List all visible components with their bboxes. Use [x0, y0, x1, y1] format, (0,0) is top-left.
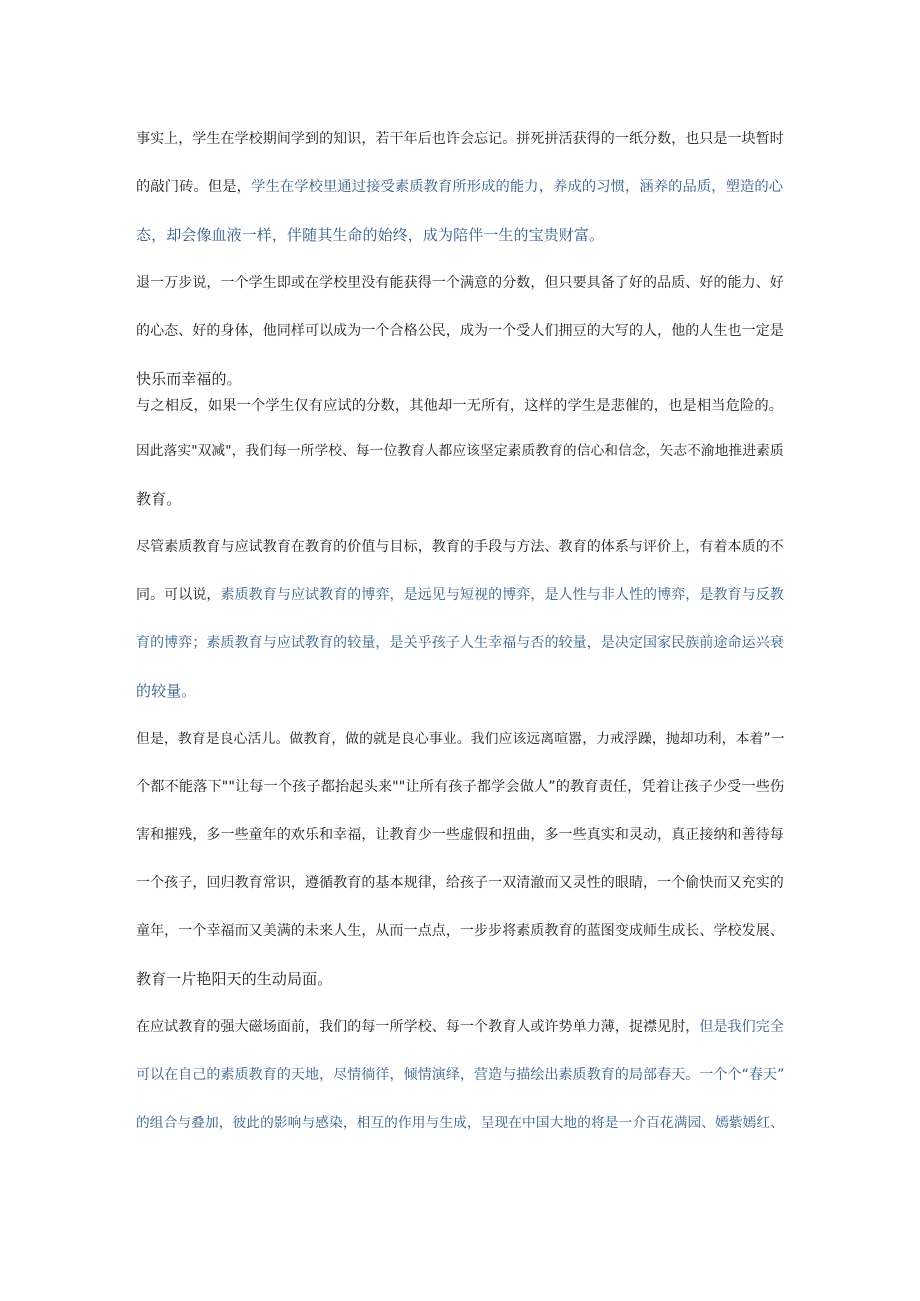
body-text: 的心态、好的身体，他同样可以成为一个合格公民，成为一个受人们拥豆的大写的人，他的人生也一定是 — [136, 323, 784, 339]
paragraph-line — [136, 825, 784, 845]
highlighted-text: 素质教育与应试教育的博弈，是远见与短视的博弈，是人性与非人性的博弈，是教育与反教 — [220, 587, 784, 603]
body-text: 快乐而幸福的。 — [136, 370, 242, 388]
body-text: 在应试教育的强大磁场面前，我们的每一所学校、每一个教育人或许势单力薄，捉襟见肘， — [136, 1019, 700, 1035]
paragraph-line — [136, 921, 784, 941]
paragraph-line — [136, 129, 784, 149]
paragraph-line — [136, 1017, 784, 1037]
body-text: 尽管素质教育与应试教育在教育的价值与目标，教育的手段与方法、教育的体系与评价上，有着本质的不 — [136, 539, 784, 555]
body-text: 童年，一个幸福而又美满的未来人生，从而一点点，一步步将素质教育的蓝图变成师生成长、学校发展、 — [136, 923, 784, 939]
highlighted-text: 可以在自己的素质教育的天地，尽情徜徉，倾情演绎，营造与描绘出素质教育的局部春天。一个个“春天” — [136, 1067, 785, 1083]
paragraph-line — [136, 441, 784, 461]
paragraph-line — [136, 369, 242, 389]
paragraph-line — [136, 969, 332, 989]
body-text: 因此落实"双减"，我们每一所学校、每一位教育人都应该坚定素质教育的信心和信念，矢志不渝地推进素质 — [136, 443, 784, 459]
paragraph-line — [136, 729, 785, 749]
paragraph-line — [136, 1065, 785, 1085]
paragraph-line — [136, 396, 783, 416]
highlighted-text: 育的博弈；素质教育与应试教育的较量，是关乎孩子人生幸福与否的较量，是决定国家民族前途命运兴衰 — [136, 635, 784, 651]
highlighted-text: 的组合与叠加，彼此的影响与感染，相互的作用与生成，呈现在中国大地的将是一介百花满园、嫣紫嫣红、 — [136, 1115, 785, 1131]
paragraph-line — [136, 225, 604, 245]
paragraph-line — [136, 777, 784, 797]
paragraph-line — [136, 873, 784, 893]
body-text: 与之相反，如果一个学生仅有应试的分数，其他却一无所有，这样的学生是悲催的，也是相当危险的。 — [136, 398, 784, 414]
highlighted-text: 态，却会像血液一样，伴随其生命的始终，成为陪伴一生的宝贵财富。 — [136, 226, 605, 244]
body-text: 退一万步说，一个学生即或在学校里没有能获得一个满意的分数，但只要具备了好的品质、好的能力、好 — [136, 275, 784, 291]
paragraph-line — [136, 585, 784, 605]
paragraph-line — [136, 177, 783, 197]
body-text: 但是，教育是良心活儿。做教育，做的就是良心事业。我们应该远离喧嚣，力戒浮躁，抛却功利，本着”一 — [136, 731, 785, 747]
body-text: 害和摧残，多一些童年的欢乐和幸福，让教育少一些虚假和扭曲，多一些真实和灵动，真正接纳和善待每 — [136, 827, 784, 843]
highlighted-text: 学生在学校里通过接受素质教育所形成的能力，养成的习惯，涵养的品质，塑造的心 — [251, 179, 784, 195]
body-text: 教育一片艳阳天的生动局面。 — [136, 970, 333, 988]
body-text: 一个孩子，回归教育常识，遵循教育的基本规律，给孩子一双清澈而又灵性的眼睛，一个偷快而又充实的 — [136, 875, 784, 891]
paragraph-line — [136, 273, 784, 293]
body-text: 教育。 — [136, 490, 182, 508]
paragraph-line — [136, 633, 784, 653]
body-text: 同。可以说， — [136, 587, 221, 603]
paragraph-line — [136, 321, 784, 341]
body-text: 个都不能落下""让每一个孩子都抬起头来""让所有孩子都学会做人”的教育责任，凭着让孩子少受一些伤 — [136, 779, 785, 795]
paragraph-line — [136, 537, 784, 557]
body-text: 事实上，学生在学校期间学到的知识，若干年后也许会忘记。拼死拼活获得的一纸分数，也只是一块暂时 — [136, 131, 784, 147]
paragraph-line — [136, 1113, 784, 1133]
highlighted-text: 但是我们完全 — [699, 1019, 784, 1035]
paragraph-line — [136, 681, 196, 701]
highlighted-text: 的较量。 — [136, 682, 197, 700]
paragraph-line — [136, 489, 181, 509]
body-text: 的敲门砖。但是， — [136, 179, 252, 195]
